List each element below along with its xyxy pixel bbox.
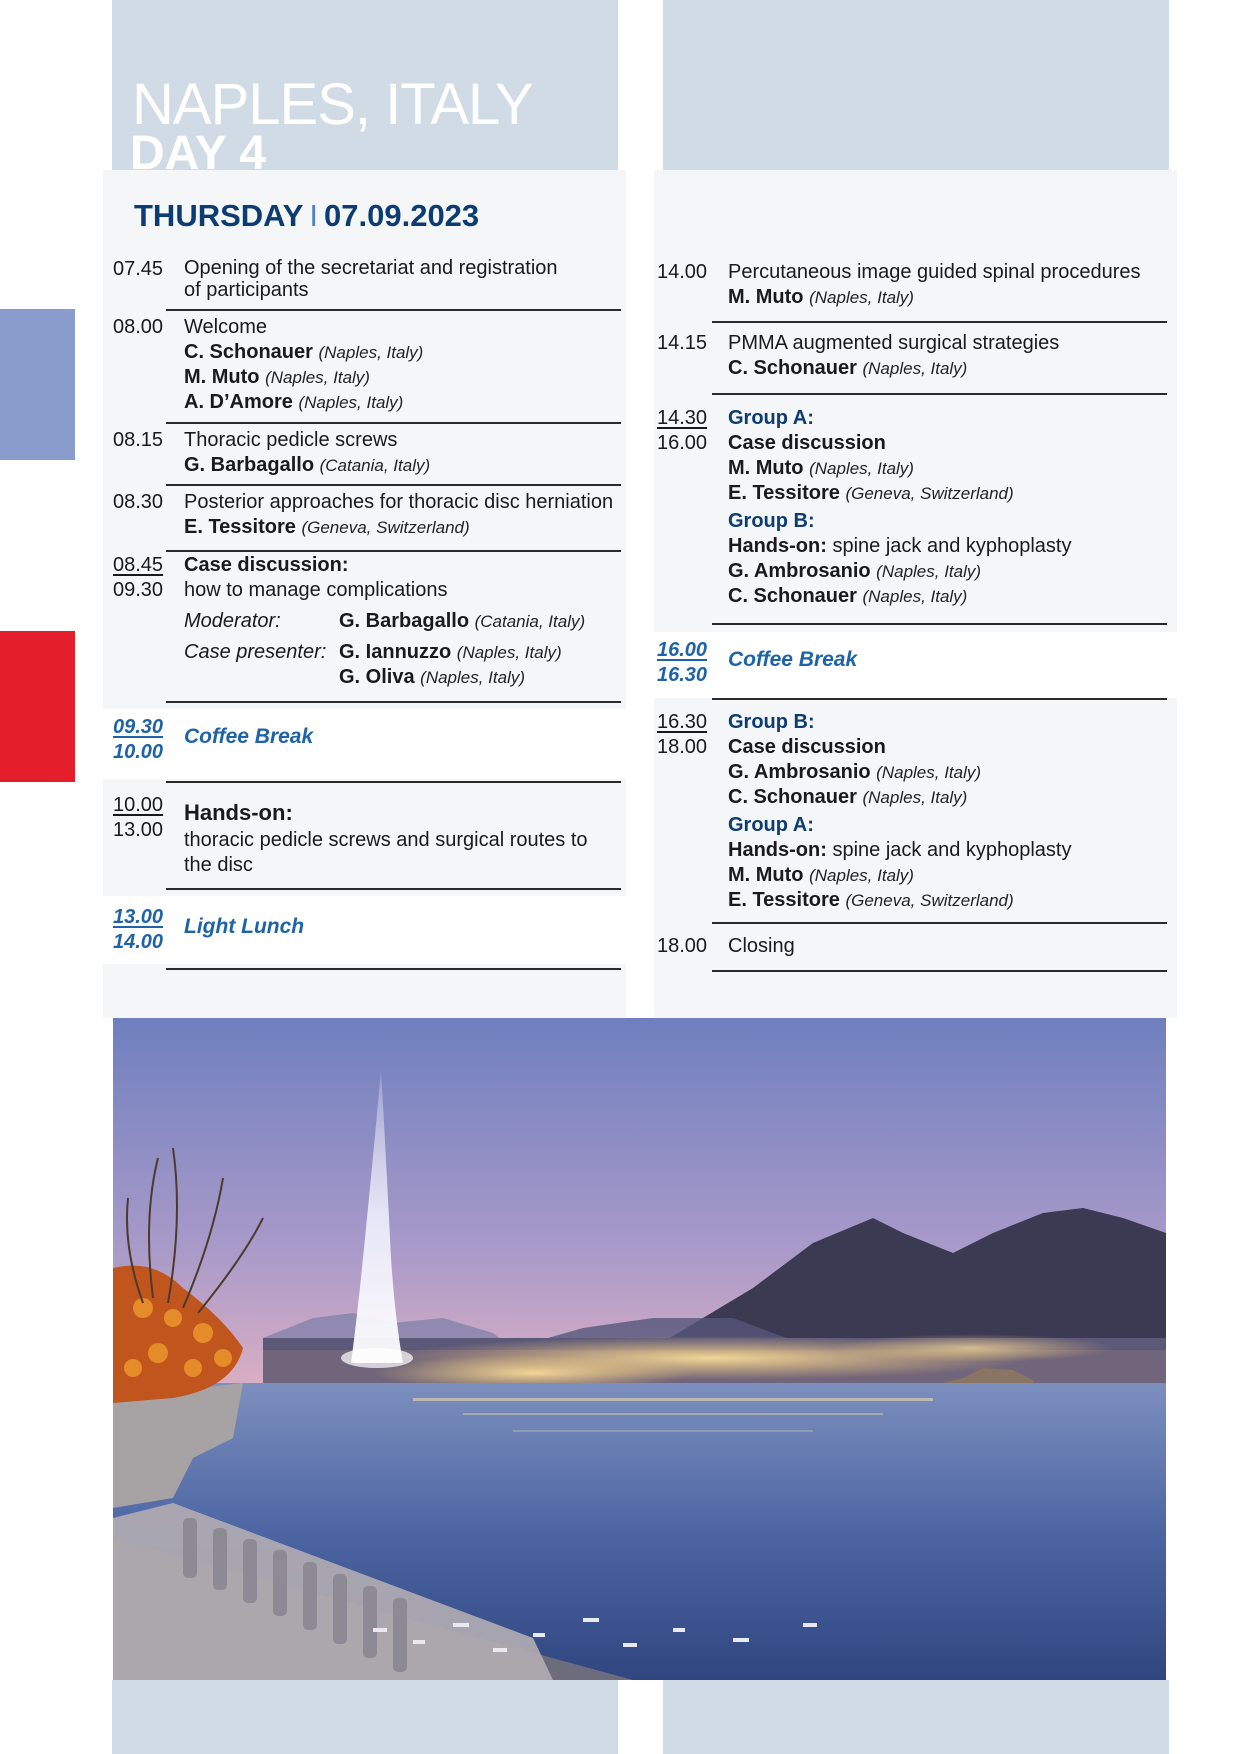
speaker-affiliation: (Naples, Italy) (809, 866, 914, 885)
session-time: 08.15 (113, 429, 164, 451)
time-start: 14.30 (657, 407, 708, 429)
speaker-name: G. Ambrosanio (728, 761, 871, 783)
break-time-range (113, 715, 163, 765)
speaker-name: E. Tessitore (728, 482, 840, 504)
speaker-name: G. Iannuzzo (339, 641, 452, 663)
speaker-name: M. Muto (728, 286, 804, 308)
session-description (184, 257, 558, 301)
session-description (184, 490, 613, 540)
group-label: Group B: (728, 510, 815, 532)
session-description (184, 315, 423, 415)
session-topic: spine jack and kyphoplasty (832, 839, 1072, 861)
time-start: 13.00 (113, 906, 164, 928)
date-separator: I (309, 198, 319, 233)
speaker-name: G. Barbagallo (339, 610, 470, 632)
speaker-affiliation: (Naples, Italy) (876, 763, 982, 782)
speaker-name: C. Schonauer (728, 357, 857, 379)
session-time: 08.00 (113, 316, 164, 338)
session-description (728, 406, 1072, 609)
session-time: 08.30 (113, 491, 164, 513)
time-end: 16.00 (657, 432, 708, 454)
speaker-affiliation: (Naples, Italy) (862, 587, 968, 606)
speaker-name: M. Muto (184, 366, 260, 388)
break-band (103, 896, 626, 964)
session-description (184, 553, 585, 690)
speaker-affiliation: (Naples, Italy) (876, 562, 982, 581)
speaker-affiliation: (Catania, Italy) (319, 456, 431, 475)
session-description (728, 260, 1141, 310)
city-photo (113, 1018, 1166, 1680)
time-end: 18.00 (657, 736, 708, 758)
divider (712, 393, 1167, 395)
speaker-name: G. Ambrosanio (728, 560, 871, 582)
side-bar-blue (0, 309, 75, 460)
divider (712, 970, 1167, 972)
speaker-name: A. D’Amore (184, 391, 293, 413)
time-end: 14.00 (113, 931, 164, 953)
header-panel-right (663, 0, 1169, 170)
divider (166, 968, 621, 970)
session-title: Case discussion: (184, 554, 349, 576)
group-label: Group A: (728, 814, 814, 836)
speaker-name: E. Tessitore (728, 889, 840, 911)
moderator-label: Moderator: (184, 610, 281, 632)
speaker-affiliation: (Naples, Italy) (809, 459, 914, 478)
break-time-range (113, 905, 163, 955)
speaker-name: G. Barbagallo (184, 454, 315, 476)
time-end: 16.30 (657, 664, 708, 686)
session-time-range (113, 553, 163, 603)
speaker-name: C. Schonauer (184, 341, 313, 363)
speaker-affiliation: (Naples, Italy) (862, 359, 968, 378)
session-time: 14.15 (657, 332, 708, 354)
session-time: 07.45 (113, 258, 164, 280)
time-start: 09.30 (113, 716, 164, 738)
speaker-affiliation: (Naples, Italy) (420, 668, 526, 687)
session-description (728, 934, 795, 959)
city-title: NAPLES, ITALY (132, 72, 533, 137)
speaker-affiliation: (Naples, Italy) (456, 643, 562, 662)
session-title: Case discussion (728, 736, 886, 758)
divider (712, 321, 1167, 323)
speaker-affiliation: (Naples, Italy) (862, 788, 968, 807)
session-time: 18.00 (657, 935, 708, 957)
speaker-affiliation: (Naples, Italy) (265, 368, 370, 387)
divider (712, 623, 1167, 625)
speaker-name: M. Muto (728, 457, 804, 479)
time-start: 10.00 (113, 794, 164, 816)
session-title: Hands-on: (728, 535, 827, 557)
speaker-affiliation: (Geneva, Switzerland) (845, 891, 1014, 910)
divider (166, 422, 621, 424)
group-label: Group B: (728, 711, 815, 733)
date-heading (134, 198, 479, 234)
speaker-affiliation: (Naples, Italy) (318, 343, 424, 362)
session-topic: spine jack and kyphoplasty (832, 535, 1072, 557)
session-time: 14.00 (657, 261, 708, 283)
divider (166, 781, 621, 783)
session-title-line: of participants (184, 279, 309, 301)
speaker-affiliation: (Geneva, Switzerland) (301, 518, 470, 537)
session-description (728, 331, 1059, 381)
time-start: 16.30 (657, 711, 708, 733)
time-start: 08.45 (113, 554, 164, 576)
footer-panel-left (112, 1680, 618, 1754)
session-time-range (113, 793, 163, 843)
speaker-affiliation: (Geneva, Switzerland) (845, 484, 1014, 503)
break-band (103, 709, 626, 779)
session-text-line: thoracic pedicle screws and surgical routes to (184, 829, 588, 851)
time-end: 13.00 (113, 819, 164, 841)
weekday: THURSDAY (134, 198, 304, 233)
session-title: PMMA augmented surgical strategies (728, 332, 1060, 354)
session-title: Percutaneous image guided spinal procedures (728, 261, 1141, 283)
day-title: DAY 4 (130, 128, 267, 170)
divider (166, 550, 621, 552)
session-title: Hands-on: (728, 839, 827, 861)
divider (166, 701, 621, 703)
speaker-name: C. Schonauer (728, 585, 857, 607)
session-title: Welcome (184, 316, 267, 338)
divider (712, 922, 1167, 924)
divider (712, 698, 1167, 700)
session-title-line: Opening of the secretariat and registration (184, 257, 558, 279)
session-title: Posterior approaches for thoracic disc herniation (184, 491, 614, 513)
landscape-illustration (113, 1018, 1166, 1680)
date: 07.09.2023 (324, 198, 480, 233)
time-end: 10.00 (113, 741, 164, 763)
session-title: Case discussion (728, 432, 886, 454)
session-subtitle: how to manage complications (184, 579, 448, 601)
session-time-range (657, 710, 707, 760)
session-description (728, 710, 1072, 913)
lunch-label: Light Lunch (184, 915, 305, 938)
divider (166, 484, 621, 486)
speaker-name: E. Tessitore (184, 516, 296, 538)
speaker-name: C. Schonauer (728, 786, 857, 808)
side-bar-red (0, 631, 75, 782)
time-end: 09.30 (113, 579, 164, 601)
speaker-name: M. Muto (728, 864, 804, 886)
session-text-line: the disc (184, 854, 253, 876)
day-title-clip (130, 128, 430, 170)
session-description (184, 428, 430, 478)
session-description (184, 800, 588, 878)
session-title: Hands-on: (184, 800, 293, 825)
footer-panel-right (663, 1680, 1169, 1754)
coffee-break-label: Coffee Break (184, 725, 314, 748)
presenter-label: Case presenter: (184, 641, 327, 663)
group-label: Group A: (728, 407, 814, 429)
divider (166, 309, 621, 311)
speaker-name: G. Oliva (339, 666, 415, 688)
session-title: Closing (728, 935, 795, 957)
divider (166, 888, 621, 890)
session-title: Thoracic pedicle screws (184, 429, 398, 451)
speaker-affiliation: (Catania, Italy) (474, 612, 586, 631)
speaker-affiliation: (Naples, Italy) (809, 288, 914, 307)
coffee-break-label: Coffee Break (728, 648, 858, 671)
time-start: 16.00 (657, 639, 708, 661)
break-time-range (657, 638, 707, 688)
session-time-range (657, 406, 707, 456)
speaker-affiliation: (Naples, Italy) (298, 393, 404, 412)
